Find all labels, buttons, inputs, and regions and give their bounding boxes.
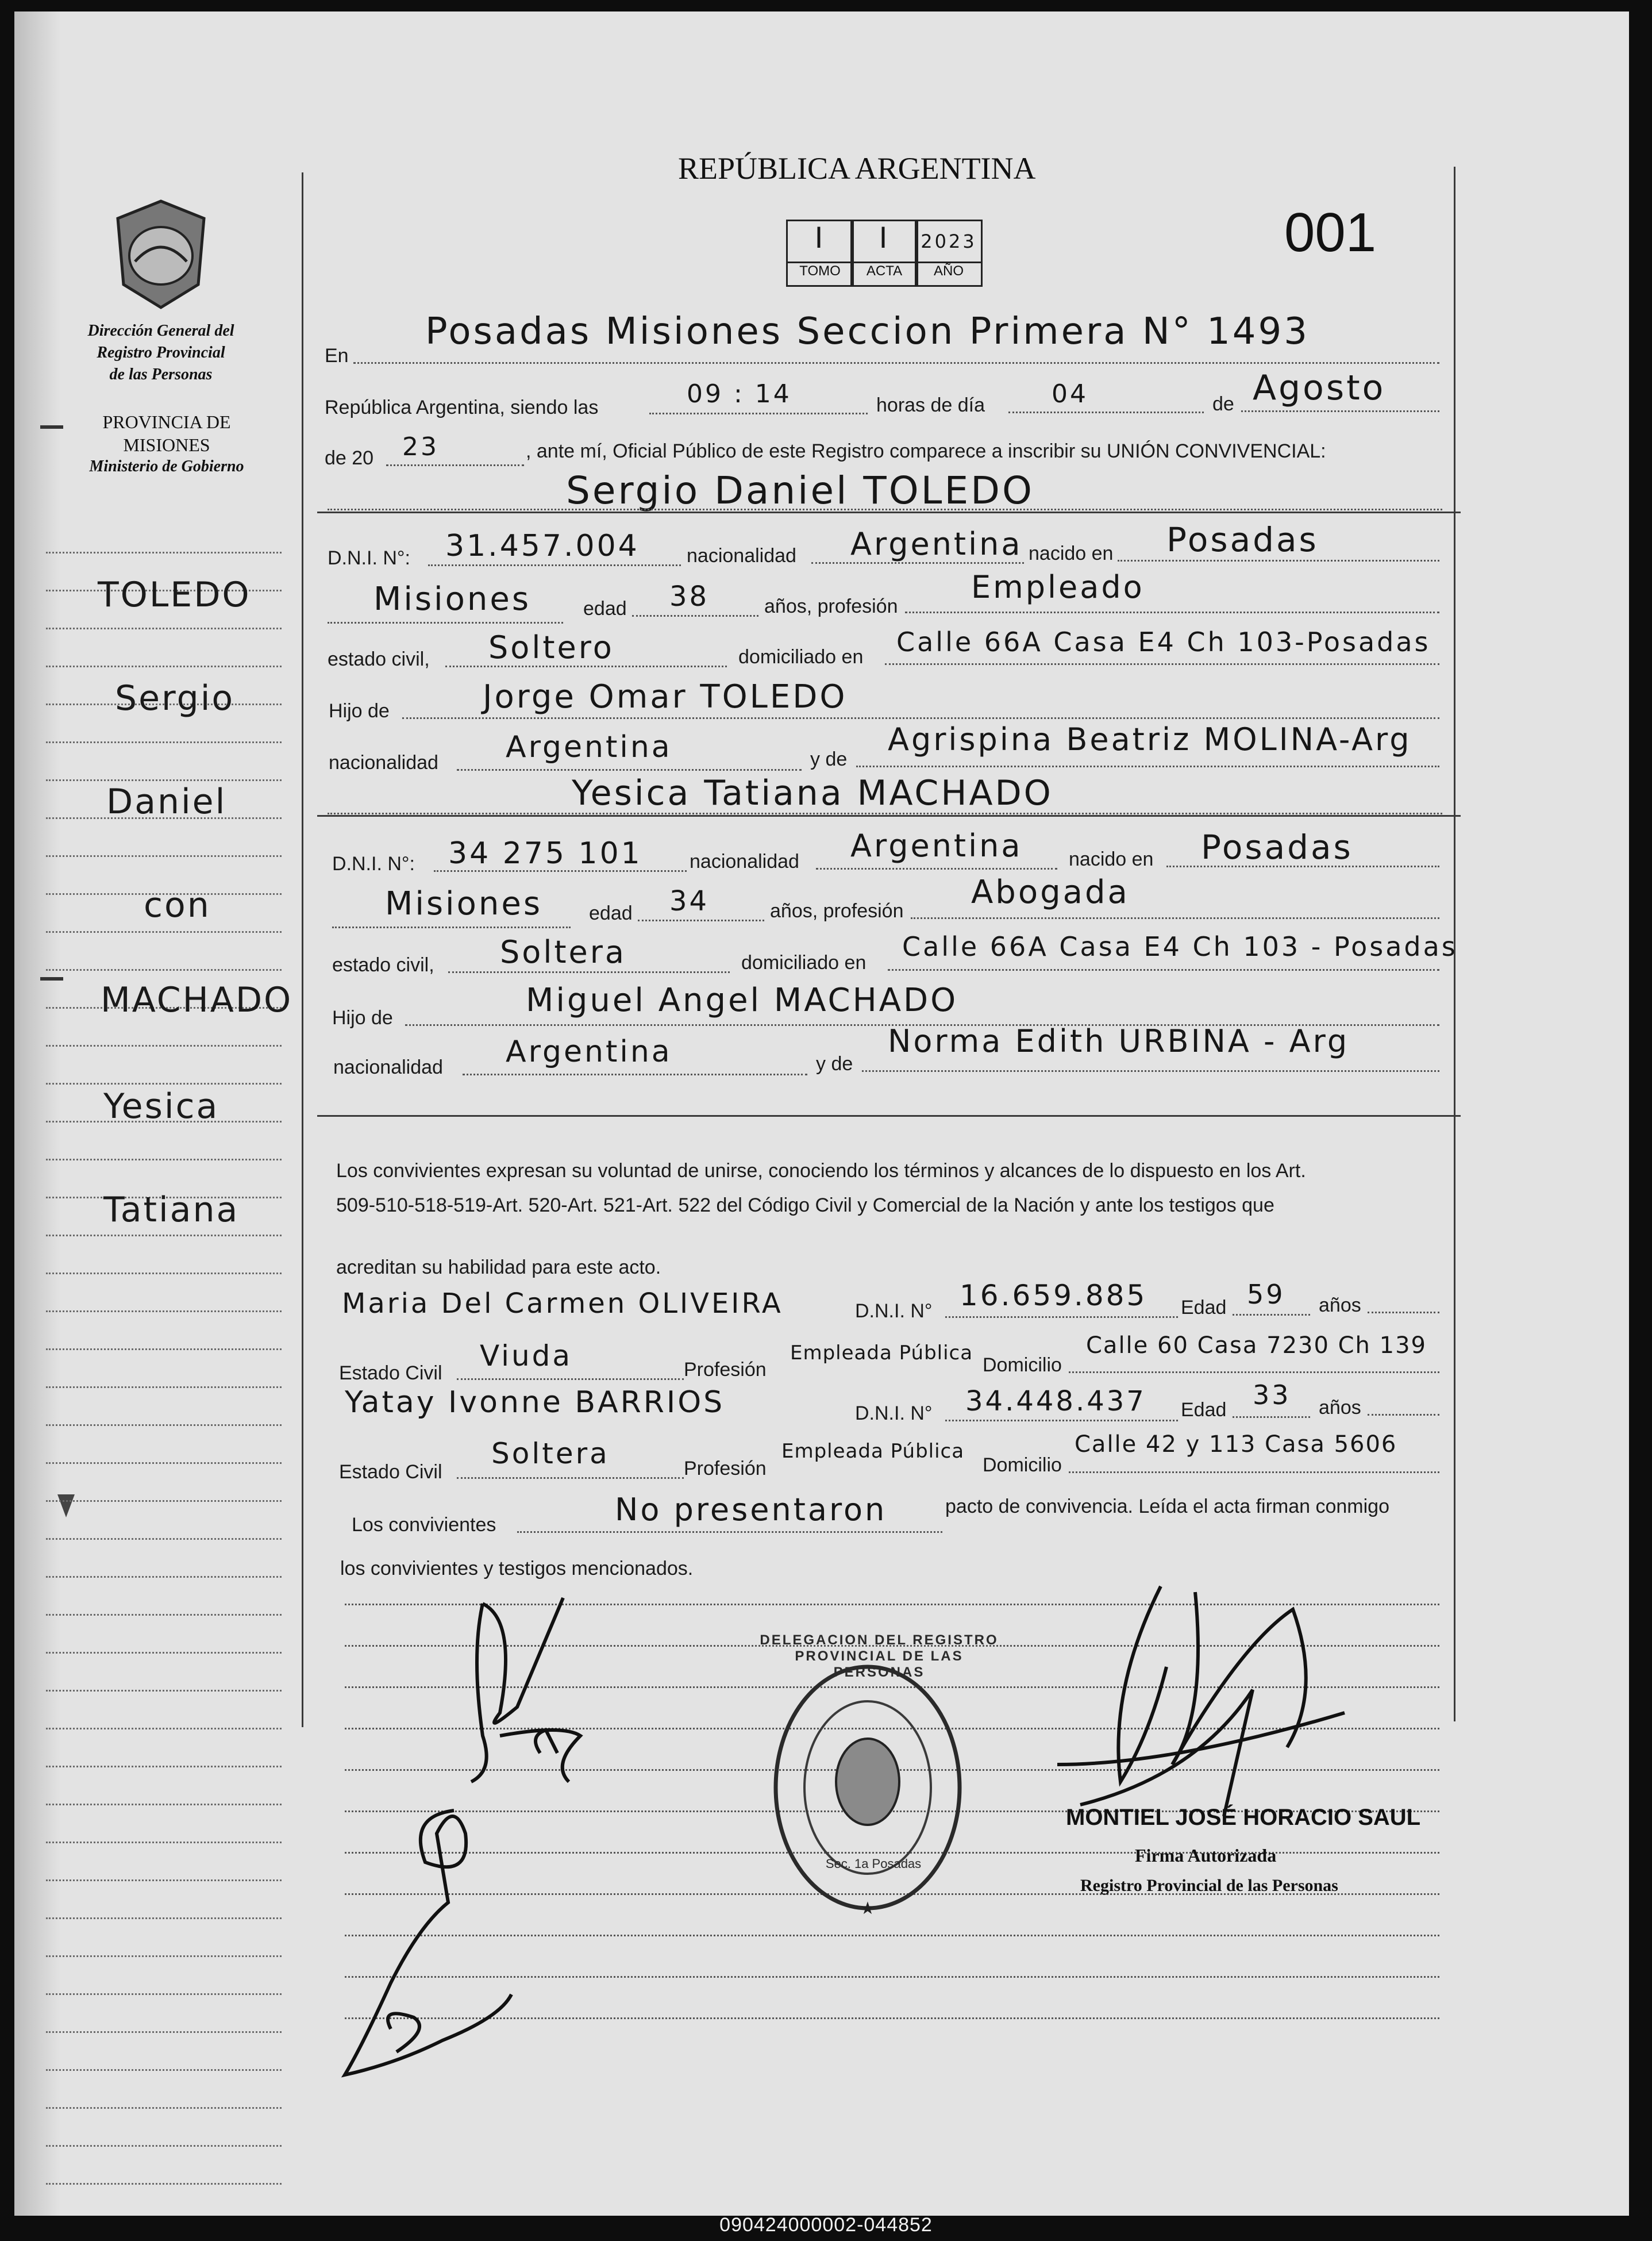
- p1-address: Calle 66A Casa E4 Ch 103-Posadas: [896, 626, 1431, 658]
- year-value: 23: [402, 432, 439, 462]
- margin-ruled-line: [46, 779, 282, 781]
- w2-dni-line: [945, 1420, 1178, 1421]
- p1-fnac-line: [457, 769, 802, 771]
- p1-nacido-line: [1118, 560, 1439, 562]
- acta-label: ACTA: [850, 262, 918, 287]
- p2-dni: 34 275 101: [448, 836, 642, 871]
- margin-ruled-line: [46, 1804, 282, 1805]
- w2-age: 33: [1253, 1379, 1291, 1410]
- p2-civil-label: estado civil,: [332, 954, 434, 976]
- p2-mother-line: [862, 1070, 1439, 1072]
- w1-civil-label: Estado Civil: [339, 1362, 442, 1384]
- p1-dni-line: [428, 564, 681, 566]
- margin-ruled-line: [46, 2183, 282, 2185]
- p2-prof-line: [911, 917, 1439, 919]
- margin-name-3: Daniel: [106, 782, 227, 822]
- horas-label: horas de día: [876, 394, 985, 416]
- p1-born-in-2: Misiones: [373, 581, 531, 618]
- p2-hijo-label: Hijo de: [332, 1007, 393, 1029]
- p2-address: Calle 66A Casa E4 Ch 103 - Posadas: [902, 931, 1458, 962]
- w1-profession: Empleada Pública: [790, 1341, 973, 1364]
- svg-text:★: ★: [860, 1898, 876, 1919]
- p2-civil: Soltera: [500, 934, 627, 970]
- margin-ruled-line: [46, 1614, 282, 1616]
- w1-dni-line: [945, 1316, 1178, 1318]
- p2-nac2-label: nacionalidad: [333, 1056, 443, 1078]
- margin-ruled-line: [46, 628, 282, 629]
- province-line-2: MISIONES: [123, 435, 210, 455]
- registry-seal-icon: [764, 1655, 971, 1920]
- w2-civil-line: [457, 1477, 684, 1479]
- margin-ruled-line: [46, 1462, 282, 1464]
- margin-name-4: con: [144, 885, 211, 925]
- margin-ruled-line: [46, 931, 282, 933]
- person2-name: Yesica Tatiana MACHADO: [572, 773, 1053, 813]
- p1-edad-label: edad: [583, 598, 627, 620]
- ministry-line: Ministerio de Gobierno: [89, 458, 244, 475]
- w2-prof-label: Profesión: [684, 1458, 767, 1479]
- w2-anos-line: [1368, 1414, 1439, 1416]
- margin-ruled-line: [46, 1424, 282, 1426]
- p1-civil: Soltero: [488, 629, 614, 666]
- margin-name-5: MACHADO: [101, 980, 293, 1020]
- w2-civil-label: Estado Civil: [339, 1461, 442, 1483]
- w2-edad-label: Edad: [1181, 1399, 1227, 1421]
- p2-nac-label: nacionalidad: [690, 851, 799, 872]
- p2-fnac-line: [463, 1074, 807, 1075]
- margin-name-7: Tatiana: [103, 1190, 240, 1230]
- time-value: 09 : 14: [687, 379, 792, 409]
- margin-ruled-line: [46, 1652, 282, 1654]
- margin-ruled-line: [46, 2069, 282, 2071]
- margin-ruled-line: [46, 1690, 282, 1692]
- margin-ruled-line: [46, 2145, 282, 2147]
- margin-ruled-line: [46, 1045, 282, 1047]
- closing-label-2: pacto de convivencia. Leída el acta firman conmigo: [945, 1496, 1390, 1517]
- margin-ruled-line: [46, 969, 282, 971]
- signature-convivientes-1: [448, 1563, 690, 1805]
- form-left-border: [302, 172, 303, 1727]
- anio-label: AÑO: [915, 262, 983, 287]
- record-number: 001: [1284, 202, 1377, 263]
- p2-nationality: Argentina: [850, 828, 1023, 864]
- w1-dni: 16.659.885: [960, 1279, 1147, 1312]
- margin-ruled-line: [46, 1728, 282, 1729]
- margin-name-2: Sergio: [115, 678, 235, 718]
- w2-edad-line: [1233, 1416, 1310, 1418]
- signature-official: [1023, 1575, 1379, 1839]
- p2-age: 34: [669, 885, 710, 917]
- w1-edad-label: Edad: [1181, 1297, 1227, 1319]
- w1-edad-line: [1233, 1314, 1310, 1316]
- margin-ruled-line: [46, 1386, 282, 1388]
- p1-mother: Agrispina Beatriz MOLINA-Arg: [888, 721, 1412, 758]
- month-value: Agosto: [1253, 368, 1386, 408]
- p2-born2-line: [332, 927, 571, 928]
- person2-name-line: [328, 813, 1442, 814]
- p1-anos-label: años, profesión: [764, 595, 898, 617]
- w2-name: Yatay Ivonne BARRIOS: [345, 1385, 725, 1420]
- agency-line-1: Dirección General del: [87, 322, 234, 340]
- p1-nac2-label: nacionalidad: [329, 752, 438, 774]
- p1-dom-label: domiciliado en: [738, 646, 864, 668]
- p1-dom-line: [885, 663, 1439, 665]
- margin-ruled-line: [46, 2031, 282, 2033]
- de-label: de: [1212, 393, 1234, 415]
- p1-age: 38: [669, 581, 710, 613]
- w1-dom-line: [1069, 1371, 1439, 1373]
- w2-civil: Soltera: [491, 1437, 610, 1470]
- province-seal-icon: [112, 198, 210, 310]
- margin-ruled-line: [46, 1879, 282, 1881]
- p2-born-in: Posadas: [1201, 828, 1353, 867]
- closing-label-1: Los convivientes: [352, 1514, 496, 1536]
- margin-ruled-line: [46, 1159, 282, 1160]
- margin-ruled-line: [46, 1538, 282, 1540]
- official-title: Firma Autorizada: [1135, 1845, 1277, 1866]
- margin-ruled-line: [46, 741, 282, 743]
- p1-nac-label: nacionalidad: [687, 545, 796, 567]
- w1-civil-line: [457, 1378, 684, 1380]
- province-line-1: PROVINCIA DE: [102, 412, 231, 432]
- tomo-label: TOMO: [786, 262, 854, 287]
- agency-line-2: Registro Provincial: [97, 344, 225, 362]
- p2-born-in-2: Misiones: [385, 885, 542, 922]
- w2-dom-label: Domicilio: [983, 1454, 1062, 1476]
- margin-ruled-line: [46, 1083, 282, 1085]
- w1-anos-label: años: [1319, 1294, 1361, 1316]
- closing-label-3: los convivientes y testigos mencionados.: [340, 1558, 694, 1579]
- w1-dni-label: D.N.I. N°: [855, 1300, 933, 1322]
- p1-yde-label: y de: [810, 748, 848, 770]
- p1-nationality: Argentina: [850, 526, 1023, 562]
- margin-ruled-line: [46, 1766, 282, 1767]
- p1-civil-line: [445, 666, 727, 667]
- margin-ruled-line: [46, 1273, 282, 1274]
- legal-line-3: acreditan su habilidad para este acto.: [336, 1256, 661, 1278]
- w1-name: Maria Del Carmen OLIVEIRA: [342, 1287, 783, 1320]
- w1-age: 59: [1247, 1279, 1285, 1310]
- p1-edad-line: [632, 615, 758, 617]
- p2-father-nationality: Argentina: [506, 1035, 672, 1069]
- margin-ruled-line: [46, 2107, 282, 2109]
- p1-profession: Empleado: [971, 569, 1145, 605]
- margin-ruled-line: [46, 1917, 282, 1919]
- w1-civil: Viuda: [480, 1339, 573, 1373]
- document-id: 090424000002-044852: [719, 2214, 933, 2236]
- p2-profession: Abogada: [971, 874, 1130, 911]
- pact-value: No presentaron: [615, 1492, 887, 1528]
- p1-prof-line: [905, 612, 1439, 613]
- margin-ruled-line: [46, 855, 282, 857]
- en-label: En: [325, 345, 349, 367]
- siendo-label: República Argentina, siendo las: [325, 397, 599, 418]
- p1-father: Jorge Omar TOLEDO: [483, 678, 848, 716]
- legal-line-1: Los convivientes expresan su voluntad de unirse, conociendo los términos y alcances de lo dispuesto en los Art.: [336, 1160, 1306, 1182]
- w1-anos-line: [1368, 1312, 1439, 1313]
- p2-edad-label: edad: [589, 902, 633, 924]
- p2-dom-line: [888, 969, 1439, 971]
- p2-yde-label: y de: [816, 1053, 853, 1075]
- p1-father-line: [402, 717, 1439, 719]
- w2-dom-line: [1069, 1471, 1439, 1473]
- p2-civil-line: [448, 971, 730, 973]
- w2-dni: 34.448.437: [965, 1385, 1146, 1417]
- p2-nac-line: [816, 868, 1057, 870]
- w2-anos-label: años: [1319, 1397, 1361, 1419]
- seal-inner-text: Sec. 1a Posadas: [825, 1856, 922, 1871]
- p2-father: Miguel Angel MACHADO: [526, 982, 958, 1019]
- signature-convivientes-2: [328, 1799, 534, 2086]
- place-line: [353, 362, 1439, 364]
- acta-box: I: [850, 220, 918, 263]
- w1-address: Calle 60 Casa 7230 Ch 139: [1086, 1332, 1427, 1359]
- union-text: , ante mí, Oficial Público de este Registro comparece a inscribir su UNIÓN CONVIVENCIAL:: [526, 440, 1326, 462]
- w2-address: Calle 42 y 113 Casa 5606: [1075, 1431, 1397, 1458]
- place-value: Posadas Misiones Seccion Primera N° 1493: [425, 310, 1310, 353]
- day-value: 04: [1052, 379, 1088, 409]
- w2-profession: Empleada Pública: [781, 1440, 965, 1463]
- month-line: [1241, 410, 1439, 412]
- margin-name-6: Yesica: [103, 1086, 220, 1127]
- p1-civil-label: estado civil,: [328, 648, 430, 670]
- p2-nacido-label: nacido en: [1069, 848, 1154, 870]
- margin-ruled-line: [46, 1500, 282, 1502]
- person1-name: Sergio Daniel TOLEDO: [566, 468, 1034, 513]
- p1-dni-label: D.N.I. N°:: [328, 547, 410, 569]
- margin-name-1: TOLEDO: [98, 575, 251, 615]
- official-name: MONTIEL JOSÉ HORACIO SAUL: [1066, 1805, 1421, 1830]
- p1-nac-line: [811, 562, 1024, 564]
- margin-ruled-line: [46, 666, 282, 667]
- time-line: [649, 413, 868, 414]
- p1-born-in: Posadas: [1166, 520, 1319, 559]
- binding-shadow: [14, 11, 60, 2216]
- official-org: Registro Provincial de las Personas: [1080, 1876, 1338, 1895]
- p2-dni-label: D.N.I. N°:: [332, 853, 415, 875]
- tomo-box: I: [786, 220, 854, 263]
- margin-ruled-line: [46, 1993, 282, 1995]
- p1-nacido-label: nacido en: [1029, 543, 1114, 564]
- year-label: de 20: [325, 447, 374, 469]
- day-line: [1008, 412, 1204, 413]
- legal-line-2: 509-510-518-519-Art. 520-Art. 521-Art. 522 del Código Civil y Comercial de la Nación y ante los testigos que: [336, 1194, 1274, 1216]
- binding-mark: [40, 977, 63, 981]
- w1-dom-label: Domicilio: [983, 1354, 1062, 1376]
- binding-mark: [40, 425, 63, 429]
- p2-mother: Norma Edith URBINA - Arg: [888, 1023, 1350, 1059]
- p1-born2-line: [328, 622, 563, 624]
- section-divider-2: [317, 815, 1461, 817]
- country-title: REPÚBLICA ARGENTINA: [678, 151, 1036, 186]
- p1-father-nationality: Argentina: [506, 730, 672, 764]
- p2-anos-label: años, profesión: [770, 900, 904, 922]
- anio-box: 2023: [915, 220, 983, 263]
- w2-dni-label: D.N.I. N°: [855, 1402, 933, 1424]
- seal-text: DELEGACION DEL REGISTRO PROVINCIAL DE LAS PERSONAS: [760, 1632, 999, 1680]
- margin-ruled-line: [46, 1310, 282, 1312]
- margin-ruled-line: [46, 1842, 282, 1843]
- year-line: [386, 464, 524, 466]
- p1-dni: 31.457.004: [445, 529, 640, 563]
- person1-name-line: [328, 509, 1442, 510]
- section-divider-3: [317, 1115, 1461, 1117]
- margin-ruled-line: [46, 552, 282, 553]
- pact-line: [517, 1531, 942, 1533]
- p1-mother-line: [856, 766, 1439, 767]
- w1-prof-label: Profesión: [684, 1359, 767, 1381]
- margin-ruled-line: [46, 1955, 282, 1957]
- p1-hijo-label: Hijo de: [329, 700, 390, 722]
- agency-line-3: de las Personas: [109, 366, 213, 383]
- margin-ruled-line: [46, 1348, 282, 1350]
- p2-dom-label: domiciliado en: [741, 952, 867, 974]
- margin-ruled-line: [46, 1235, 282, 1236]
- margin-ruled-line: [46, 1576, 282, 1578]
- p2-edad-line: [638, 920, 764, 921]
